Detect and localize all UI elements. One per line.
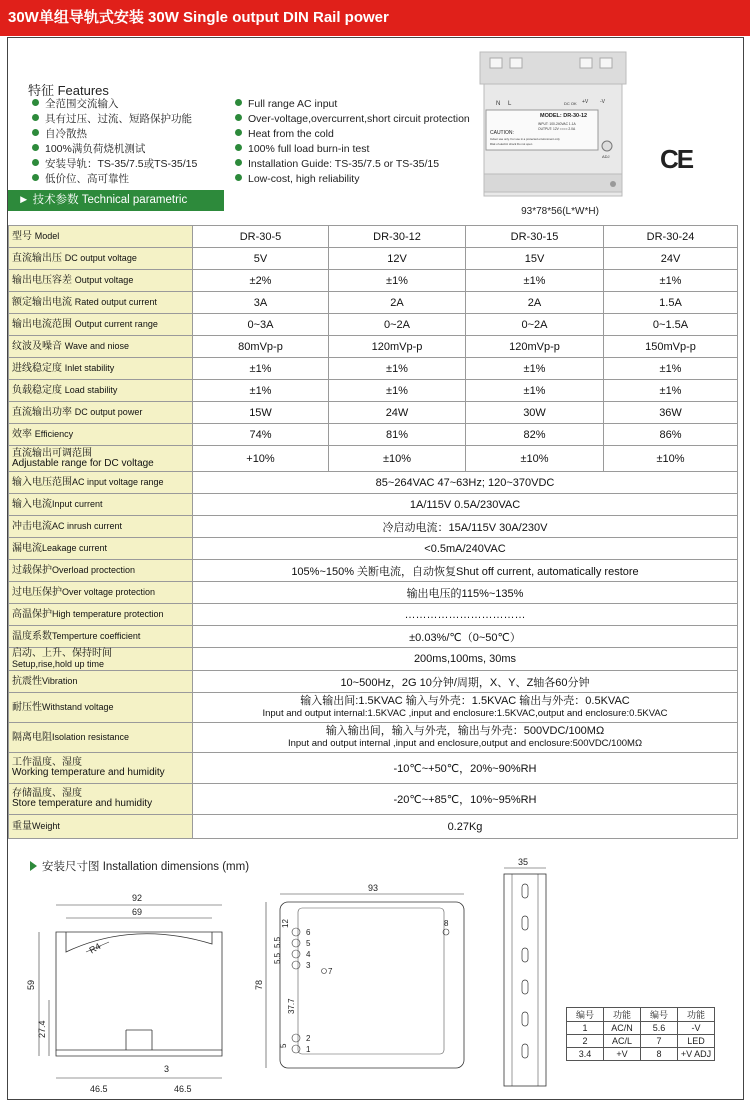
row-label: 抗震性Vibration <box>9 671 193 693</box>
product-screw-icon <box>610 181 616 187</box>
value-cell: ±1% <box>329 380 466 402</box>
value-cell: 0.27Kg <box>193 815 738 839</box>
pin-cell: 1 <box>567 1022 604 1035</box>
value-cell: 2A <box>329 292 466 314</box>
table-row <box>9 753 738 784</box>
value-cell: 82% <box>466 424 604 446</box>
product-dimensions: 93*78*56(L*W*H) <box>521 206 599 217</box>
value-cell: ±0.03%/℃（0~50℃） <box>193 626 738 648</box>
table-row <box>9 336 738 358</box>
row-label: 工作温度、湿度 Working temperature and humidity <box>9 753 193 784</box>
feature-cn-4: 100%满负荷烧机测试 <box>32 142 145 157</box>
value-cell: 冷启动电流：15A/115V 30A/230V <box>193 516 738 538</box>
spec-table <box>8 225 738 839</box>
table-row <box>9 560 738 582</box>
model-cell: DR-30-15 <box>466 226 604 248</box>
table-row <box>9 314 738 336</box>
feature-en-6: Low-cost, high reliability <box>235 172 359 187</box>
feature-en-4: 100% full load burn-in test <box>235 142 369 157</box>
front-outline <box>56 932 222 1056</box>
table-row <box>9 494 738 516</box>
value-cell: 81% <box>329 424 466 446</box>
table-row <box>9 626 738 648</box>
bullet-icon <box>235 129 242 136</box>
pin-cell: LED <box>678 1035 715 1048</box>
row-label: 启动、上升、保持时间 Setup,rise,hold up time <box>9 648 193 671</box>
table-row <box>9 815 738 839</box>
value-cell: ±1% <box>193 358 329 380</box>
bullet-icon <box>32 114 39 121</box>
value-cell: ±1% <box>604 358 738 380</box>
front-height-27-4: 27.4 <box>37 1020 47 1038</box>
row-label: 输入电压范围AC input voltage range <box>9 472 193 494</box>
pin-cell: 5.6 <box>641 1022 678 1035</box>
row-label: 冲击电流AC inrush current <box>9 516 193 538</box>
pin-cell: +V ADJ <box>678 1048 715 1061</box>
table-row <box>9 516 738 538</box>
value-cell: 0~2A <box>329 314 466 336</box>
value-cell: …………………………… <box>193 604 738 626</box>
feature-en-3: Heat from the cold <box>235 127 334 142</box>
value-cell: 120mVp-p <box>466 336 604 358</box>
bullet-icon <box>32 129 39 136</box>
table-row <box>9 723 738 753</box>
feature-cn-5: 安装导轨：TS-35/7.5或TS-35/15 <box>32 157 197 172</box>
value-cell: 0~3A <box>193 314 329 336</box>
pin-cell: 2 <box>567 1035 604 1048</box>
pin-cell: AC/L <box>604 1035 641 1048</box>
pin-1: 1 <box>306 1045 311 1054</box>
product-caution-title: CAUTION: <box>490 130 514 136</box>
front-base-46-5-left: 46.5 <box>90 1084 108 1094</box>
table-row <box>9 472 738 494</box>
feature-cn-6: 低价位、高可靠性 <box>32 172 129 187</box>
terminal-l-label: L <box>508 101 512 107</box>
table-row <box>9 693 738 723</box>
value-cell: 15V <box>466 248 604 270</box>
pin-7: 7 <box>328 967 333 976</box>
value-cell: 24W <box>329 402 466 424</box>
triangle-bullet-icon <box>30 861 37 871</box>
value-cell: 24V <box>604 248 738 270</box>
side-terminal-circles-icon <box>292 928 449 1053</box>
pin-table-header <box>567 1008 715 1022</box>
terminal-neg-label: -V <box>600 99 605 105</box>
table-row <box>9 648 738 671</box>
pin-cell: 3.4 <box>567 1048 604 1061</box>
pin-cell: AC/N <box>604 1022 641 1035</box>
bullet-icon <box>235 114 242 121</box>
rail-width-35: 35 <box>518 857 529 867</box>
installation-heading: 安装尺寸图 Installation dimensions (mm) <box>30 858 249 874</box>
rail-slots-icon <box>522 884 528 1058</box>
table-row <box>9 604 738 626</box>
table-header-row <box>9 226 738 248</box>
value-cell: +10% <box>193 446 329 472</box>
side-view-drawing <box>250 880 475 1095</box>
value-cell: ±1% <box>329 358 466 380</box>
model-cell: DR-30-12 <box>329 226 466 248</box>
bullet-icon <box>32 99 39 106</box>
value-cell: 80mVp-p <box>193 336 329 358</box>
value-cell: ±1% <box>466 270 604 292</box>
value-cell: 36W <box>604 402 738 424</box>
value-cell: ±1% <box>466 380 604 402</box>
value-cell: ±10% <box>604 446 738 472</box>
value-cell: 12V <box>329 248 466 270</box>
table-row <box>9 402 738 424</box>
product-caution-line1: Indoor use only. For use in a protected environment only <box>490 137 560 141</box>
side-outline <box>280 902 464 1068</box>
feature-cn-3: 自冷散热 <box>32 127 87 142</box>
title-bar: 30W单组导轨式安装 30W Single output DIN Rail power <box>0 0 750 36</box>
terminal-n-label: N <box>496 101 501 107</box>
value-cell: -20℃~+85℃，10%~95%RH <box>193 784 738 815</box>
pin-header-cell: 功能 <box>678 1008 715 1022</box>
side-dim-37-7: 37.7 <box>287 998 296 1014</box>
front-gap-3: 3 <box>164 1064 170 1074</box>
value-cell: 200ms,100ms, 30ms <box>193 648 738 671</box>
row-label: 过电压保护Over voltage protection <box>9 582 193 604</box>
pin-5: 5 <box>306 939 311 948</box>
value-cell: 10~500Hz，2G 10分钟/周期，X、Y、Z轴各60分钟 <box>193 671 738 693</box>
pin-function-table <box>566 1007 715 1061</box>
row-label: 过载保护Overload proctection <box>9 560 193 582</box>
front-dimension-lines <box>39 905 222 1078</box>
terminal-dcok-label: DC OK <box>564 101 577 106</box>
pin-4: 4 <box>306 950 311 959</box>
value-cell: -10℃~+50℃，20%~90%RH <box>193 753 738 784</box>
bullet-icon <box>32 174 39 181</box>
feature-en-1: Full range AC input <box>235 97 337 112</box>
front-width-92: 92 <box>132 893 143 903</box>
value-cell: ±1% <box>604 270 738 292</box>
value-cell: 120mVp-p <box>329 336 466 358</box>
pin-8: 8 <box>444 919 449 928</box>
side-dim-5-5-b: 5.5 <box>273 952 282 964</box>
value-cell: ±1% <box>329 270 466 292</box>
table-row <box>9 424 738 446</box>
value-cell: 86% <box>604 424 738 446</box>
model-cell: DR-30-24 <box>604 226 738 248</box>
bullet-icon <box>235 174 242 181</box>
table-row <box>9 446 738 472</box>
value-cell: 0~1.5A <box>604 314 738 336</box>
feature-cn-2: 具有过压、过流、短路保护功能 <box>32 112 192 127</box>
feature-en-5: Installation Guide: TS-35/7.5 or TS-35/15 <box>235 157 439 172</box>
ce-mark-icon: CE <box>660 144 693 174</box>
bullet-icon <box>235 99 242 106</box>
value-cell: <0.5mA/240VAC <box>193 538 738 560</box>
side-dim-5-5-a: 5.5 <box>273 936 282 948</box>
value-cell: 输入输出间，输入与外壳，输出与外壳：500VDC/100MΩ Input and output internal ,input and enclosure,output and enclosure:500VDC/100MΩ <box>193 723 738 753</box>
pin-cell: -V <box>678 1022 715 1035</box>
pin-cell: 8 <box>641 1048 678 1061</box>
row-label: 直流输出可调范围 Adjustable range for DC voltage <box>9 446 193 472</box>
table-row <box>9 784 738 815</box>
row-label: 额定输出电流 Rated output current <box>9 292 193 314</box>
value-cell: 3A <box>193 292 329 314</box>
row-label: 输出电压容差 Output voltage <box>9 270 193 292</box>
feature-en-2: Over-voltage,overcurrent,short circuit protection <box>235 112 470 127</box>
value-cell: 85~264VAC 47~63Hz; 120~370VDC <box>193 472 738 494</box>
product-photo <box>478 48 628 210</box>
pin-table-row <box>567 1048 715 1061</box>
row-label: 输入电流Input current <box>9 494 193 516</box>
table-row <box>9 671 738 693</box>
pin-cell: +V <box>604 1048 641 1061</box>
value-cell: ±2% <box>193 270 329 292</box>
product-bottom-body <box>484 174 622 192</box>
row-label: 型号 Model <box>9 226 193 248</box>
row-label: 负载稳定度 Load stability <box>9 380 193 402</box>
side-dim-5: 5 <box>279 1043 288 1048</box>
row-label: 纹波及噪音 Wave and niose <box>9 336 193 358</box>
value-cell: 2A <box>466 292 604 314</box>
table-row <box>9 292 738 314</box>
pin-6: 6 <box>306 928 311 937</box>
side-height-78: 78 <box>254 979 264 990</box>
row-label: 隔离电阻Isolation resistance <box>9 723 193 753</box>
product-caution-line2: Risk of electric shock Do not open <box>490 142 533 146</box>
value-cell: 150mVp-p <box>604 336 738 358</box>
front-height-59: 59 <box>26 979 36 990</box>
row-label: 漏电流Leakage current <box>9 538 193 560</box>
front-radius-r4: R4 <box>87 941 103 956</box>
row-label: 效率 Efficiency <box>9 424 193 446</box>
value-cell: 105%~150% 关断电流，自动恢复Shut off current, automatically restore <box>193 560 738 582</box>
terminal-pos-label: +V <box>582 99 589 105</box>
pin-cell: 7 <box>641 1035 678 1048</box>
row-label: 耐压性Withstand voltage <box>9 693 193 723</box>
product-model-label: MODEL: DR-30-12 <box>540 113 588 119</box>
front-width-69: 69 <box>132 907 143 917</box>
bullet-icon <box>235 159 242 166</box>
row-label: 存储温度、湿度 Store temperature and humidity <box>9 784 193 815</box>
model-cell: DR-30-5 <box>193 226 329 248</box>
table-row <box>9 270 738 292</box>
value-cell: 0~2A <box>466 314 604 336</box>
value-cell: 输入输出间:1.5KVAC 输入与外壳：1.5KVAC 输出与外壳：0.5KVAC Input and output internal:1.5KVAC ,input and enclosure:1.5KVAC,output and enclosure:0.5KVAC <box>193 693 738 723</box>
pin-header-cell: 编号 <box>567 1008 604 1022</box>
pin-table-row <box>567 1022 715 1035</box>
row-label: 直流输出功率 DC output power <box>9 402 193 424</box>
front-view-drawing <box>14 880 249 1095</box>
technical-heading-bar: ► 技术参数 Technical parametric <box>8 190 224 211</box>
value-cell: 15W <box>193 402 329 424</box>
features-heading: 特征 Features <box>28 83 109 98</box>
table-row <box>9 538 738 560</box>
product-input-spec: INPUT: 100-240VAC 1.1A <box>538 122 576 126</box>
table-row <box>9 380 738 402</box>
bullet-icon <box>32 144 39 151</box>
value-cell: ±1% <box>193 380 329 402</box>
bullet-icon <box>32 159 39 166</box>
product-adj-label: ADJ <box>602 154 610 159</box>
product-output-spec: OUTPUT: 12V ==== 2.0A <box>538 127 576 131</box>
value-cell: 1A/115V 0.5A/230VAC <box>193 494 738 516</box>
row-label: 温度系数Temperture coefficient <box>9 626 193 648</box>
feature-cn-1: 全范围交流输入 <box>32 97 119 112</box>
bullet-icon <box>235 144 242 151</box>
front-base-46-5-right: 46.5 <box>174 1084 192 1094</box>
row-label: 高温保护High temperature protection <box>9 604 193 626</box>
row-label: 直流输出压 DC output voltage <box>9 248 193 270</box>
value-cell: ±1% <box>604 380 738 402</box>
table-row <box>9 582 738 604</box>
pin-header-cell: 编号 <box>641 1008 678 1022</box>
table-row <box>9 358 738 380</box>
side-panel <box>298 908 444 1054</box>
pin-header-cell: 功能 <box>604 1008 641 1022</box>
row-label: 重量Weight <box>9 815 193 839</box>
row-label: 输出电流范围 Output current range <box>9 314 193 336</box>
value-cell: 5V <box>193 248 329 270</box>
pin-2: 2 <box>306 1034 311 1043</box>
row-label: 进线稳定度 Inlet stability <box>9 358 193 380</box>
adjust-knob-icon <box>602 141 612 151</box>
value-cell: 1.5A <box>604 292 738 314</box>
din-rail-drawing <box>490 856 560 1096</box>
value-cell: ±1% <box>466 358 604 380</box>
value-cell: 30W <box>466 402 604 424</box>
table-row <box>9 248 738 270</box>
value-cell: 输出电压的115%~135% <box>193 582 738 604</box>
value-cell: ±10% <box>329 446 466 472</box>
side-dim-12: 12 <box>281 919 290 928</box>
value-cell: ±10% <box>466 446 604 472</box>
pin-table-row <box>567 1035 715 1048</box>
pin-3: 3 <box>306 961 311 970</box>
side-width-93: 93 <box>368 883 379 893</box>
value-cell: 74% <box>193 424 329 446</box>
